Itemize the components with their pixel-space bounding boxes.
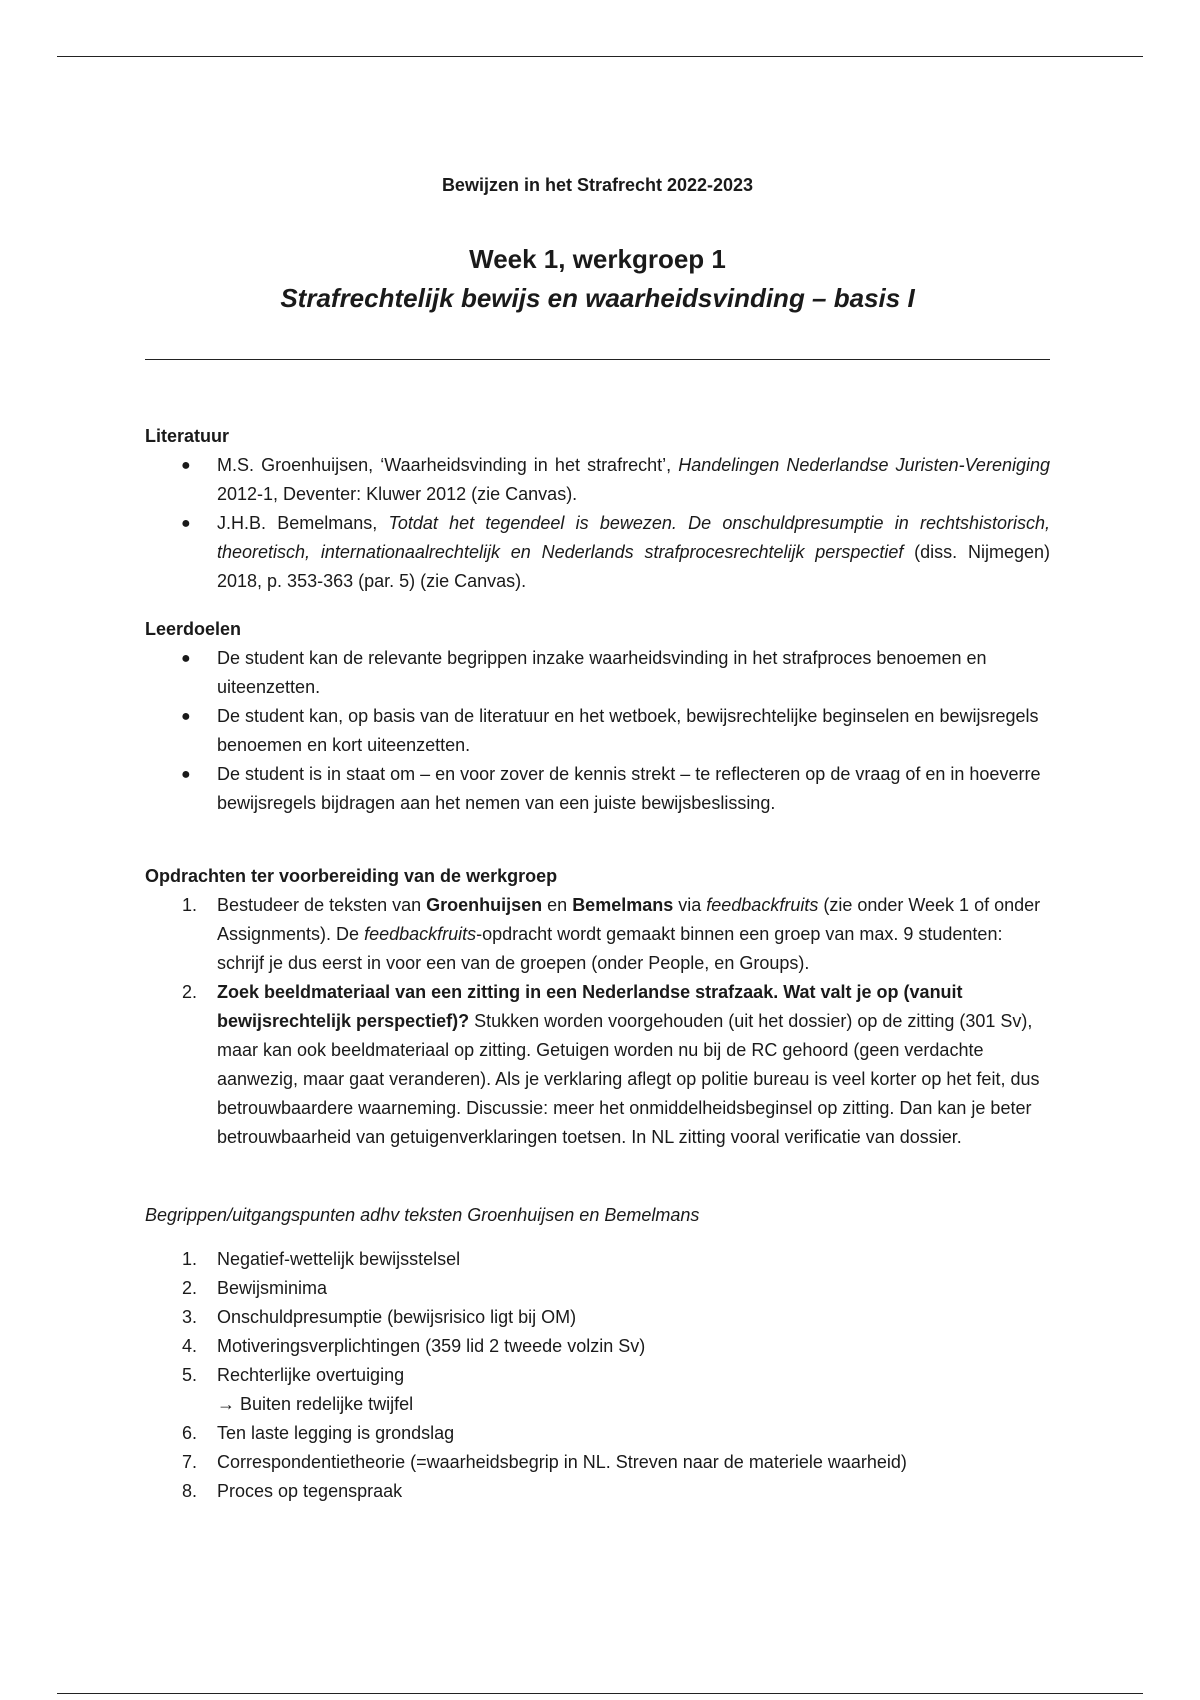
list-item xyxy=(145,1332,1050,1361)
list-number: 3. xyxy=(181,1307,197,1327)
begrip-text: Negatief-wettelijk bewijsstelsel xyxy=(217,1249,461,1269)
list-number: 4. xyxy=(181,1336,197,1356)
begrip-text: Bewijsminima xyxy=(217,1278,328,1298)
leerdoel-text: De student kan de relevante begrippen inzake waarheidsvinding in het strafproces benoemen en uiteenzetten. xyxy=(217,648,987,697)
bullet-icon: ● xyxy=(181,650,191,667)
opdracht-bold: Zoek beeldmateriaal van een zitting in een Nederlandse strafzaak. Wat valt je op (vanuit bewijsrechtelijk perspectief)? xyxy=(217,982,963,1031)
leerdoelen-heading: Leerdoelen xyxy=(145,619,242,639)
begrip-text: Motiveringsverplichtingen (359 lid 2 tweede volzin Sv) xyxy=(217,1336,646,1356)
begrip-text: Ten laste legging is grondslag xyxy=(217,1423,455,1443)
opdracht-bold: Groenhuijsen xyxy=(426,895,543,915)
literatuur-heading: Literatuur xyxy=(145,426,230,446)
list-item xyxy=(145,702,1050,760)
literatuur-text: 2012-1, Deventer: Kluwer 2012 (zie Canvas). xyxy=(217,484,578,504)
week-title: Week 1, werkgroep 1 xyxy=(469,244,726,274)
literatuur-text: (diss. Nijmegen) 2018, p. 353-363 (par. 5) (zie Canvas). xyxy=(217,542,1050,591)
list-item xyxy=(145,1274,1050,1303)
list-item xyxy=(145,1477,1050,1506)
begrippen-heading: Begrippen/uitgangspunten adhv teksten Groenhuijsen en Bemelmans xyxy=(145,1205,700,1225)
opdracht-text: (zie onder Week 1 of onder Assignments). De xyxy=(217,895,1041,944)
list-item xyxy=(145,1361,1050,1419)
opdracht-text: en xyxy=(542,895,573,915)
opdracht-text: via xyxy=(673,895,707,915)
list-number: 8. xyxy=(181,1481,197,1501)
opdracht-italic: feedbackfruits xyxy=(364,924,477,944)
list-number: 7. xyxy=(181,1452,197,1472)
begrip-text: Onschuldpresumptie (bewijsrisico ligt bij OM) xyxy=(217,1307,577,1327)
list-item xyxy=(145,1448,1050,1477)
opdracht-bold: Bemelmans xyxy=(572,895,674,915)
list-number: 2. xyxy=(181,1278,197,1298)
bullet-icon: ● xyxy=(181,708,191,725)
literatuur-list xyxy=(145,451,1050,596)
list-number: 1. xyxy=(181,1249,197,1269)
begrip-text: Proces op tegenspraak xyxy=(217,1481,403,1501)
begrippen-section xyxy=(145,1201,1050,1506)
list-number: 2. xyxy=(181,982,197,1002)
literatuur-italic: Handelingen Nederlandse Juristen-Vereniging xyxy=(678,455,1050,475)
section-divider xyxy=(145,359,1050,360)
opdracht-italic: feedbackfruits xyxy=(706,895,819,915)
list-item xyxy=(145,891,1050,978)
begrip-text: Rechterlijke overtuiging xyxy=(217,1365,405,1385)
literatuur-text: J.H.B. Bemelmans, xyxy=(217,513,389,533)
bullet-icon: ● xyxy=(181,766,191,783)
list-item xyxy=(145,509,1050,596)
list-item xyxy=(145,760,1050,818)
list-item xyxy=(145,644,1050,702)
list-number: 5. xyxy=(181,1365,197,1385)
opdracht-text: Stukken worden voorgehouden (uit het dossier) op de zitting (301 Sv), maar kan ook beeldmateriaal op zitting. Getuigen worden nu bij de RC gehoord (geen verdachte aanwezig, maar gaat veranderen). Als je verklaring aflegt op politie bureau is veel korter op het feit, dus betrouwbaardere waarneming. Discussie: meer het onmiddelheidsbeginsel op zitting. Dan kan je beter betrouwbaarheid van getuigenverklaringen toetsen. In NL zitting vooral verificatie van dossier. xyxy=(217,1011,1040,1147)
opdrachten-list xyxy=(145,891,1050,1152)
opdrachten-heading: Opdrachten ter voorbereiding van de werkgroep xyxy=(145,866,558,886)
list-item xyxy=(145,1419,1050,1448)
list-number: 6. xyxy=(181,1423,197,1443)
bullet-icon: ● xyxy=(181,515,191,532)
leerdoel-text: De student is in staat om – en voor zover de kennis strekt – te reflecteren op de vraag of en in hoeverre bewijsregels bijdragen aan het nemen van een juiste bewijsbeslissing. xyxy=(217,764,1041,813)
opdracht-text: Bestudeer de teksten van xyxy=(217,895,427,915)
literatuur-italic: Totdat het tegendeel is bewezen. De onschuldpresumptie in rechtshistorisch, theoretisch, internationaalrechtelijk en Nederlands strafprocesrechtelijk perspectief xyxy=(217,513,1050,562)
begrip-subitem: → Buiten redelijke twijfel xyxy=(217,1394,414,1414)
opdracht-text: -opdracht wordt gemaakt binnen een groep van max. 9 studenten: schrijf je dus eerst in voor een van de groepen (onder People, en Groups). xyxy=(217,924,1003,973)
leerdoelen-list xyxy=(145,644,1050,818)
list-item xyxy=(145,1303,1050,1332)
list-item xyxy=(145,451,1050,509)
begrip-text: Correspondentietheorie (=waarheidsbegrip in NL. Streven naar de materiele waarheid) xyxy=(217,1452,907,1472)
leerdoelen-section xyxy=(145,615,1050,818)
document-subtitle: Strafrechtelijk bewijs en waarheidsvinding – basis I xyxy=(280,283,915,313)
opdrachten-section xyxy=(145,862,1050,1152)
top-rule xyxy=(57,56,1143,57)
begrippen-list xyxy=(145,1245,1050,1506)
course-title: Bewijzen in het Strafrecht 2022-2023 xyxy=(441,175,754,195)
bullet-icon: ● xyxy=(181,457,191,474)
literatuur-text: M.S. Groenhuijsen, ‘Waarheidsvinding in het strafrecht’, xyxy=(217,455,679,475)
literatuur-section xyxy=(145,422,1050,596)
list-item xyxy=(145,1245,1050,1274)
bottom-rule xyxy=(57,1693,1143,1694)
list-number: 1. xyxy=(181,895,197,915)
leerdoel-text: De student kan, op basis van de literatuur en het wetboek, bewijsrechtelijke beginselen en bewijsregels benoemen en kort uiteenzetten. xyxy=(217,706,1039,755)
list-item xyxy=(145,978,1050,1152)
